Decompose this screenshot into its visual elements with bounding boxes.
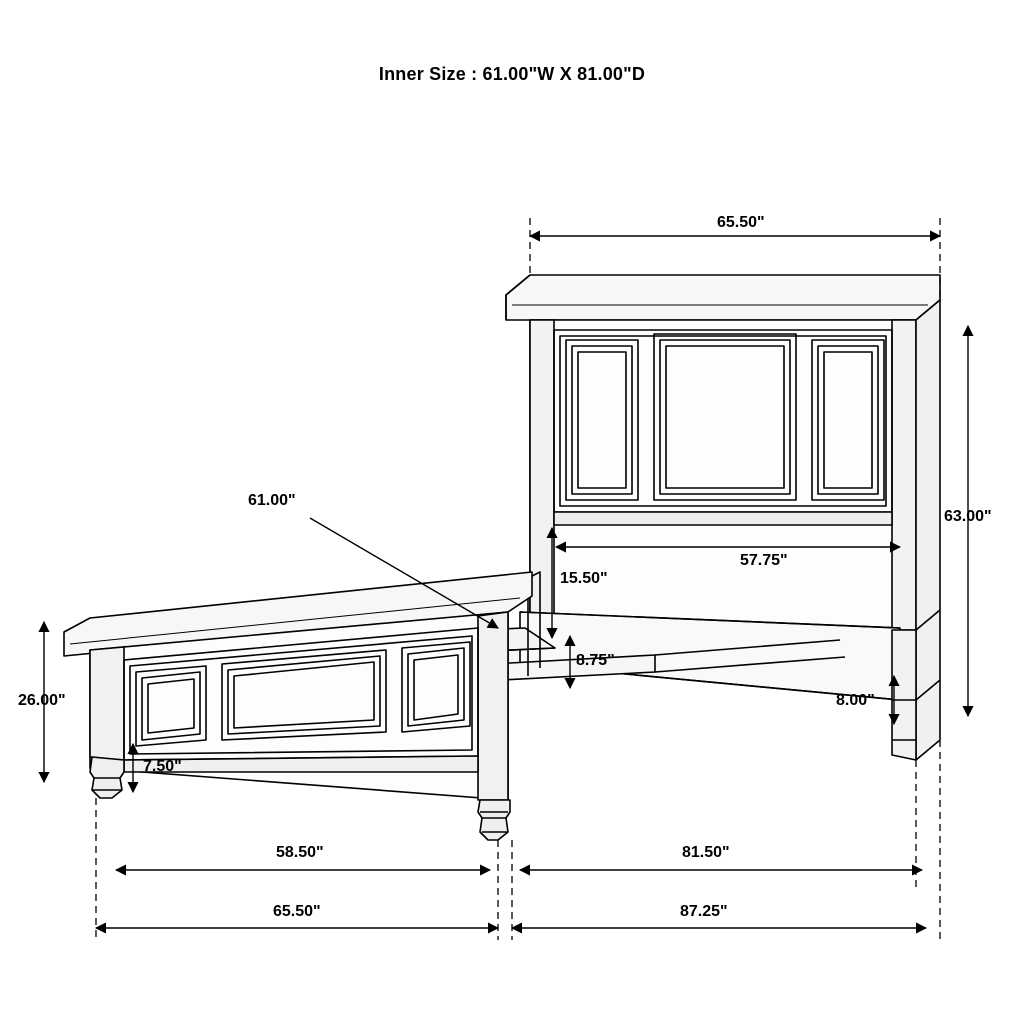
page-title: Inner Size : 61.00"W X 81.00"D xyxy=(378,64,646,84)
dim-footboard-width: 65.50" xyxy=(273,903,321,920)
dim-slat-width: 61.00" xyxy=(248,492,296,509)
dim-foot-post-height: 7.50" xyxy=(143,758,182,775)
dim-headboard-height: 63.00" xyxy=(944,508,992,525)
dim-headboard-width: 65.50" xyxy=(717,214,765,231)
dim-rail-top-height: 15.50" xyxy=(560,570,608,587)
dim-headboard-inner-width: 57.75" xyxy=(740,552,788,569)
dim-bed-overall-length: 87.25" xyxy=(680,903,728,920)
dim-footboard-inner-width: 58.50" xyxy=(276,844,324,861)
dim-rail-clearance: 8.00" xyxy=(836,692,875,709)
dim-rail-height: 8.75" xyxy=(576,652,615,669)
dim-bed-inner-length: 81.50" xyxy=(682,844,730,861)
dim-footboard-height: 26.00" xyxy=(18,692,66,709)
